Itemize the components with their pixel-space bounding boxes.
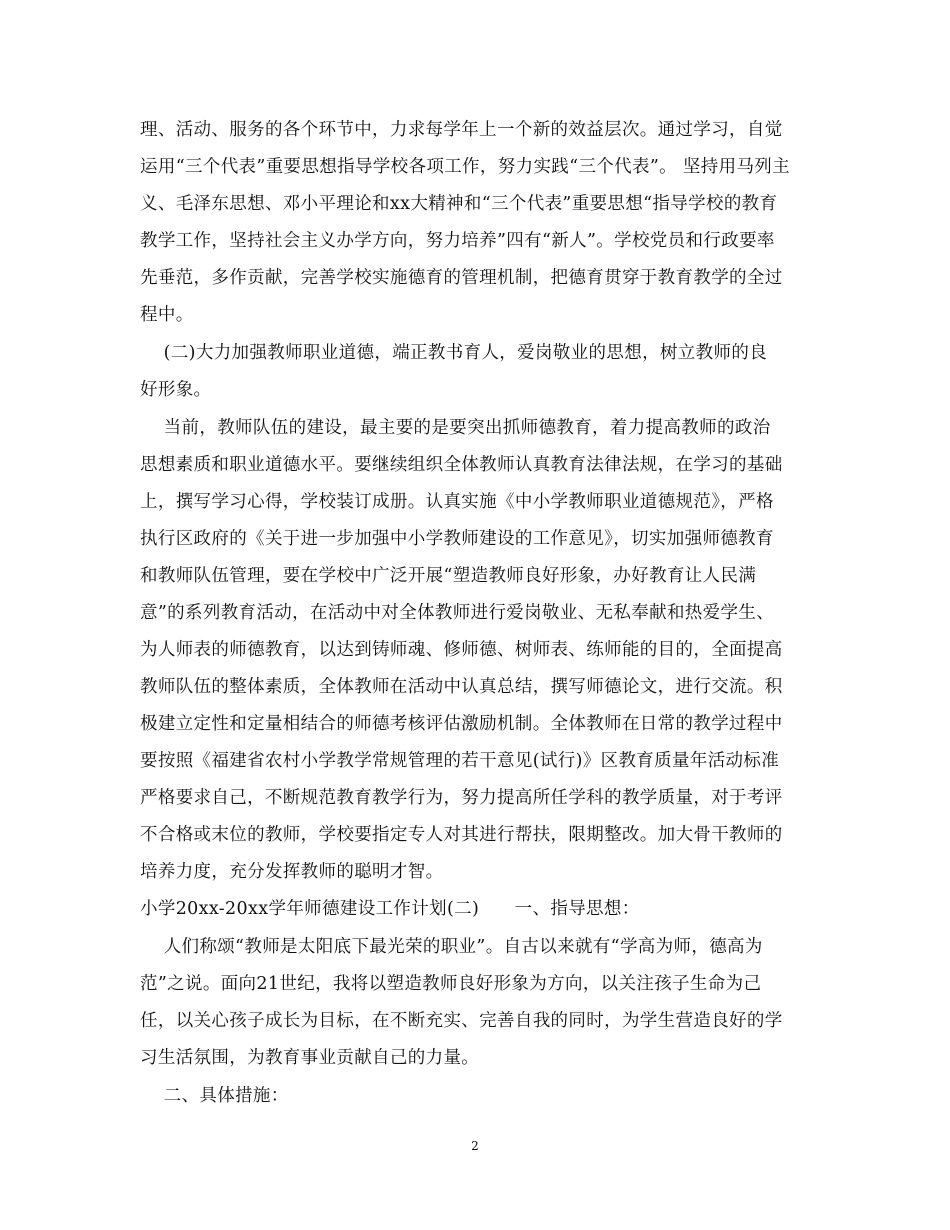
text-line: 习生活氛围，为教育事业贡献自己的力量。 bbox=[140, 1048, 480, 1068]
text-line: 任，以关心孩子成长为目标，在不断充实、完善自我的同时，为学生营造良好的学 bbox=[140, 1011, 783, 1031]
text-line: 不合格或末位的教师，学校要指定专人对其进行帮扶，限期整改。加大骨干教师的 bbox=[140, 825, 783, 845]
text-line: 先垂范，多作贡献，完善学校实施德育的管理机制，把德育贯穿于教育教学的全过 bbox=[140, 268, 783, 288]
page-number: 2 bbox=[471, 1139, 479, 1153]
section-heading-line: 小学20xx-20xx学年师德建设工作计划(二) 一、指导思想： bbox=[140, 899, 640, 919]
text-line: 为人师表的师德教育，以达到铸师魂、修师德、树师表、练师能的目的，全面提高 bbox=[140, 640, 783, 660]
text-line: (二)大力加强教师职业道德，端正教书育人，爱岗敬业的思想，树立教师的良 bbox=[140, 343, 768, 363]
text-line: 要按照《福建省农村小学教学常规管理的若干意见(试行)》区教育质量年活动标准 bbox=[140, 751, 780, 771]
text-line: 当前，教师队伍的建设，最主要的是要突出抓师德教育，着力提高教师的政治 bbox=[140, 418, 771, 438]
text-line: 人们称颂“教师是太阳底下最光荣的职业”。自古以来就有“学高为师，德高为 bbox=[140, 937, 763, 957]
text-line: 极建立定性和定量相结合的师德考核评估激励机制。全体教师在日常的教学过程中 bbox=[140, 714, 783, 734]
text-line: 范”之说。面向21世纪，我将以塑造教师良好形象为方向，以关注孩子生命为己 bbox=[140, 974, 762, 994]
text-line: 教师队伍的整体素质，全体教师在活动中认真总结，撰写师德论文，进行交流。积 bbox=[140, 677, 783, 697]
section-heading-line: 二、具体措施： bbox=[140, 1086, 289, 1106]
text-line: 上，撰写学习心得，学校装订成册。认真实施《中小学教师职业道德规范》，严格 bbox=[140, 492, 774, 512]
text-line: 义、毛泽东思想、邓小平理论和xx大精神和“三个代表”重要思想“指导学校的教育 bbox=[140, 194, 778, 214]
text-line: 运用“三个代表”重要思想指导学校各项工作，努力实践“三个代表”。 坚持用马列主 bbox=[140, 157, 790, 177]
text-line: 好形象。 bbox=[140, 380, 212, 400]
text-line: 培养力度，充分发挥教师的聪明才智。 bbox=[140, 862, 444, 882]
text-line: 严格要求自己，不断规范教育教学行为，努力提高所任学科的教学质量，对于考评 bbox=[140, 788, 783, 808]
text-line: 执行区政府的《关于进一步加强中小学教师建设的工作意见》，切实加强师德教育 bbox=[140, 529, 774, 549]
text-line: 意”的系列教育活动，在活动中对全体教师进行爱岗敬业、无私奉献和热爱学生、 bbox=[140, 603, 775, 623]
text-line: 和教师队伍管理，要在学校中广泛开展“塑造教师良好形象，办好教育让人民满 bbox=[140, 566, 757, 586]
text-line: 理、活动、服务的各个环节中，力求每学年上一个新的效益层次。通过学习，自觉 bbox=[140, 120, 783, 140]
text-line: 教学工作，坚持社会主义办学方向，努力培养”四有“新人”。学校党员和行政要率 bbox=[140, 231, 775, 251]
text-line: 程中。 bbox=[140, 305, 194, 325]
text-line: 思想素质和职业道德水平。要继续组织全体教师认真教育法律法规，在学习的基础 bbox=[140, 455, 783, 475]
